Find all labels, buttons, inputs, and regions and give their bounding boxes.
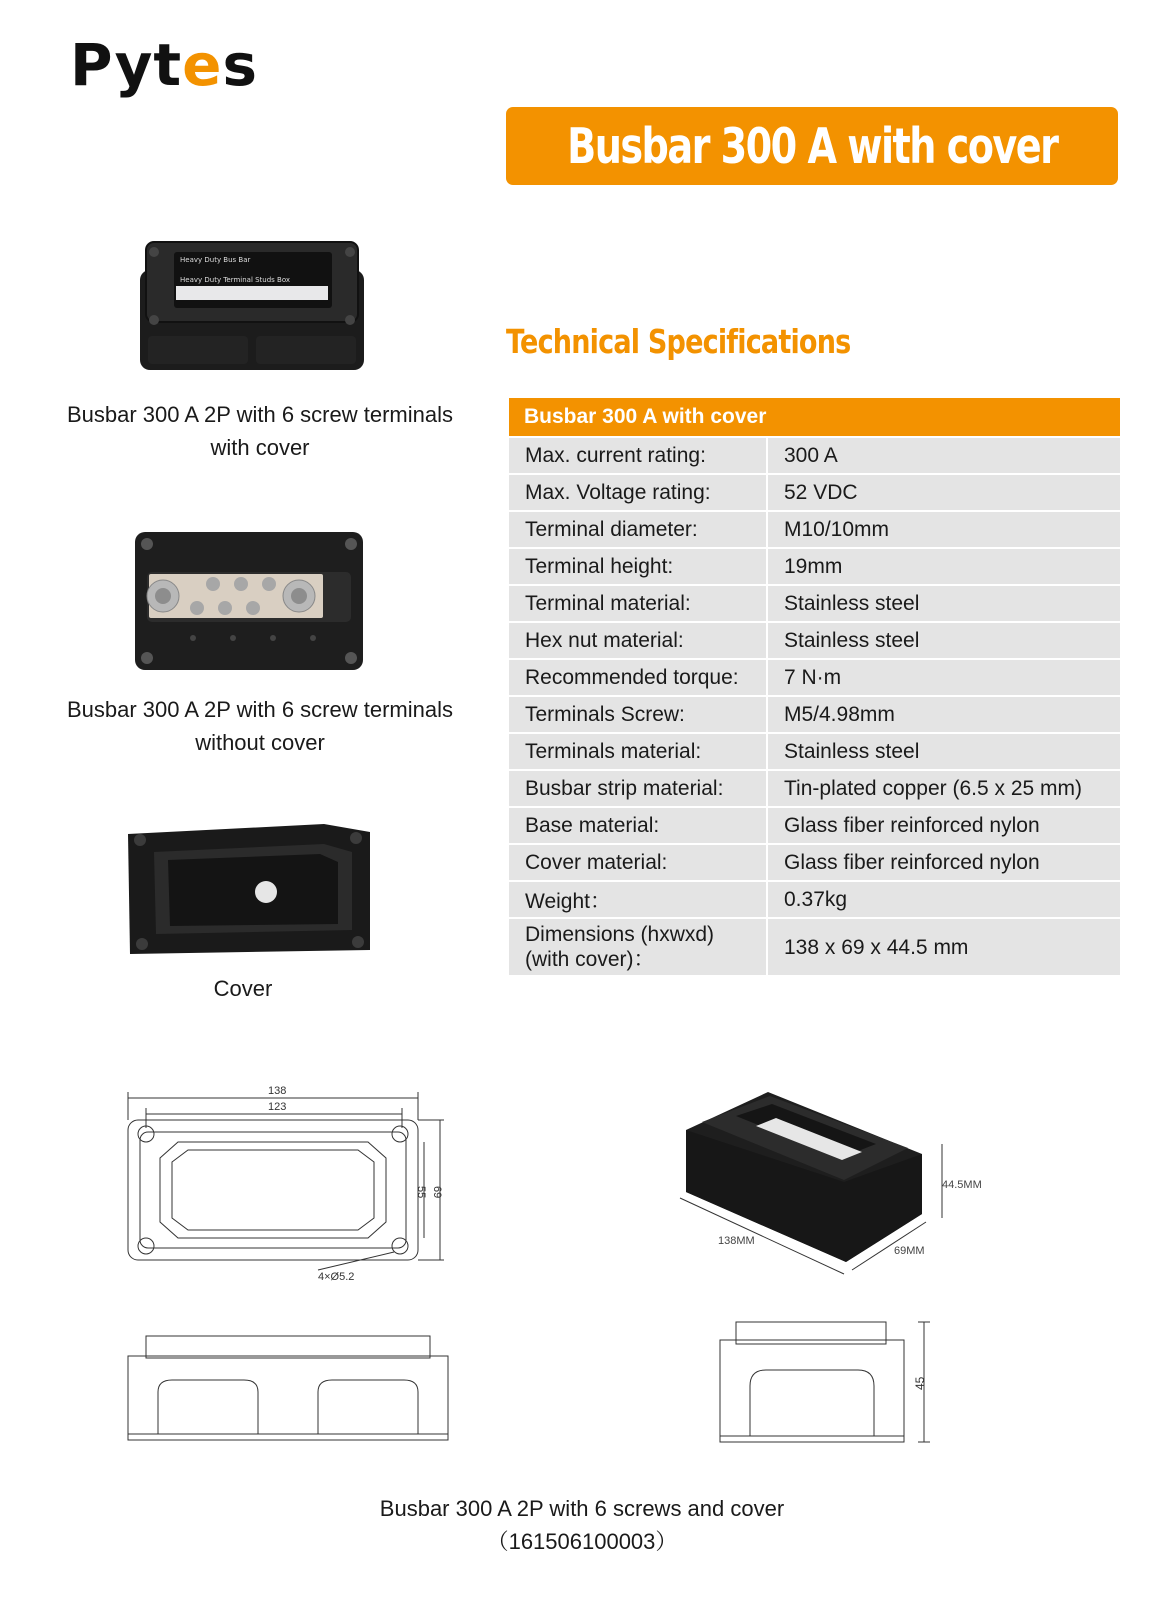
spec-label: Cover material: <box>509 844 767 881</box>
table-row <box>509 474 1120 511</box>
spec-label: Terminals material: <box>509 733 767 770</box>
caption-without-cover-line1: Busbar 300 A 2P with 6 screw terminals <box>66 697 453 722</box>
spec-value: 52 VDC <box>767 474 1120 511</box>
product-photo-with-cover <box>138 240 366 372</box>
dim-69: 69 <box>431 1186 443 1199</box>
spec-value: 0.37kg <box>767 881 1120 918</box>
table-row <box>509 770 1120 807</box>
table-row <box>509 548 1120 585</box>
table-row <box>509 437 1120 474</box>
spec-value: 138 x 69 x 44.5 mm <box>767 918 1120 975</box>
spec-label: Terminal material: <box>509 585 767 622</box>
table-row <box>509 918 1120 975</box>
spec-value: 300 A <box>767 437 1120 474</box>
drawing-end-view <box>706 1316 936 1457</box>
label-plate-line2: Heavy Duty Terminal Studs Box <box>180 276 291 284</box>
title-banner <box>506 107 1118 185</box>
table-row <box>509 585 1120 622</box>
caption-bottom <box>282 1492 882 1558</box>
spec-label: Base material: <box>509 807 767 844</box>
spec-value: Stainless steel <box>767 622 1120 659</box>
caption-with-cover-line2: with cover <box>210 435 310 460</box>
spec-value: Stainless steel <box>767 585 1120 622</box>
spec-label: Hex nut material: <box>509 622 767 659</box>
spec-label: Max. Voltage rating: <box>509 474 767 511</box>
spec-value: 7 N·m <box>767 659 1120 696</box>
spec-label: Max. current rating: <box>509 437 767 474</box>
spec-label: Terminal height: <box>509 548 767 585</box>
table-row <box>509 881 1120 918</box>
end-dim-45: 45 <box>913 1376 927 1390</box>
label-plate-line1: Heavy Duty Bus Bar <box>180 256 251 264</box>
dim-55: 55 <box>415 1186 427 1199</box>
dim-123: 123 <box>268 1101 287 1113</box>
drawing-side-view <box>118 1330 458 1455</box>
dim-138: 138 <box>268 1085 287 1097</box>
table-row <box>509 622 1120 659</box>
caption-bottom-line1: Busbar 300 A 2P with 6 screws and cover <box>379 1496 785 1521</box>
spec-table-header: Busbar 300 A with cover <box>509 398 1120 437</box>
page-title: Busbar 300 A with cover <box>566 117 1058 175</box>
spec-table-header-row <box>509 398 1120 437</box>
spec-value: 19mm <box>767 548 1120 585</box>
table-row <box>509 696 1120 733</box>
spec-value: M5/4.98mm <box>767 696 1120 733</box>
logo-text-prefix: Pyt <box>70 31 183 99</box>
spec-label: Terminals Screw: <box>509 696 767 733</box>
caption-without-cover-line2: without cover <box>195 730 325 755</box>
spec-value: Glass fiber reinforced nylon <box>767 807 1120 844</box>
iso-dim-445: 44.5MM <box>942 1179 982 1191</box>
spec-value: Stainless steel <box>767 733 1120 770</box>
logo-text-e: e <box>182 31 223 99</box>
caption-bottom-line2: （161506100003） <box>486 1529 678 1554</box>
table-row <box>509 807 1120 844</box>
product-photo-without-cover <box>133 530 365 672</box>
caption-cover: Cover <box>213 976 273 1001</box>
dim-holes: 4×Ø5.2 <box>318 1271 355 1283</box>
spec-value: Tin-plated copper (6.5 x 25 mm) <box>767 770 1120 807</box>
caption-with-cover <box>40 398 480 464</box>
caption-without-cover <box>40 693 480 759</box>
table-row <box>509 844 1120 881</box>
spec-value: Glass fiber reinforced nylon <box>767 844 1120 881</box>
table-row <box>509 659 1120 696</box>
spec-value: M10/10mm <box>767 511 1120 548</box>
spec-table <box>509 398 1120 975</box>
pytes-logo <box>70 31 258 99</box>
spec-label: Terminal diameter: <box>509 511 767 548</box>
table-row <box>509 733 1120 770</box>
spec-label: Recommended torque: <box>509 659 767 696</box>
spec-label: Busbar strip material: <box>509 770 767 807</box>
logo-text-suffix: s <box>222 31 258 99</box>
iso-dim-69: 69MM <box>894 1245 925 1257</box>
product-photo-cover <box>124 818 374 958</box>
drawing-top-view <box>118 1080 458 1295</box>
iso-dim-138: 138MM <box>718 1235 755 1247</box>
spec-label: Dimensions (hxwxd) (with cover)： <box>509 918 767 975</box>
caption-with-cover-line1: Busbar 300 A 2P with 6 screw terminals <box>66 402 453 427</box>
table-row <box>509 511 1120 548</box>
spec-label: Weight： <box>509 881 767 918</box>
spec-heading: Technical Specifications <box>506 322 851 361</box>
product-isometric-render <box>676 1082 996 1287</box>
